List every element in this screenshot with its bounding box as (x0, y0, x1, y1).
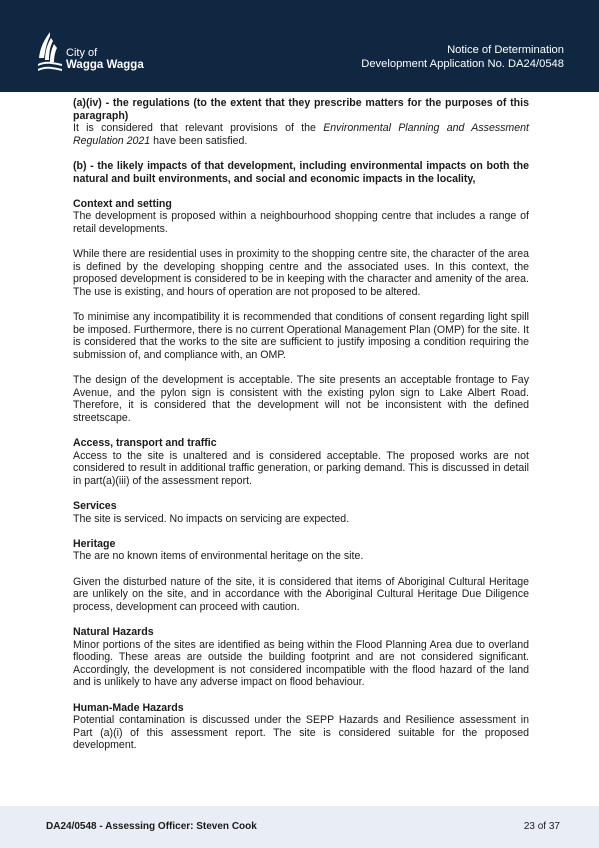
page-footer (0, 806, 599, 848)
paragraph-context-3: To minimise any incompatibility it is recommended that conditions of consent regarding light spill be imposed. Furthermore, there is no current Operational Management Plan (OMP) for the site. It is considered that the works to the site are sufficient to justify imposing a condition requiring the submission of, and compliance with, an OMP. (73, 311, 529, 361)
paragraph-services: The site is serviced. No impacts on servicing are expected. (73, 512, 350, 525)
subheading-context: Context and setting (73, 197, 172, 210)
logo-wordmark (66, 47, 144, 71)
text-span: It is considered that relevant provisions of the (73, 122, 324, 135)
subheading-natural-hazards: Natural Hazards (73, 625, 154, 638)
footer-officer: DA24/0548 - Assessing Officer: Steven Cook (46, 821, 257, 832)
paragraph-context-2: While there are residential uses in proximity to the shopping centre site, the character of the area is defined by the developing shopping centre and the associated uses. In this context, the proposed development is considered to be in keeping with the character and amenity of the area. The use is existing, and hours of operation are not proposed to be altered. (73, 248, 529, 298)
document-title-block (361, 43, 564, 71)
council-logo (36, 30, 156, 76)
paragraph-context-1: The development is proposed within a neighbourhood shopping centre that includes a range of retail developments. (73, 210, 529, 235)
logo-line-2: Wagga Wagga (66, 59, 144, 71)
subheading-access: Access, transport and traffic (73, 437, 217, 450)
logo-line-1: City of (66, 47, 98, 59)
paragraph-context-4: The design of the development is acceptable. The site presents an acceptable frontage to Fay Avenue, and the pylon sign is consistent with the existing pylon sign to Lake Albert Road. Therefore, it is considered that the development will not be inconsistent with the defined streetscape. (73, 374, 529, 424)
page-number: 23 of 37 (523, 821, 560, 832)
paragraph-heritage-2: Given the disturbed nature of the site, it is considered that items of Aboriginal Cultural Heritage are unlikely on the site, and in accordance with the Aboriginal Cultural Heritage Due Diligence process, development can proceed with caution. (73, 575, 529, 613)
paragraph-human-made-hazards: Potential contamination is discussed under the SEPP Hazards and Resilience assessment in Part (a)(i) of this assessment report. The site is considered suitable for the proposed development. (73, 714, 529, 752)
paragraph-access: Access to the site is unaltered and is considered acceptable. The proposed works are not considered to result in additional traffic generation, or parking demand. This is discussed in detail in part(a)(iii) of the assessment report. (73, 449, 529, 487)
paragraph-heritage-1: The are no known items of environmental heritage on the site. (73, 550, 364, 563)
text-span: have been satisfied. (150, 134, 248, 147)
application-number: Development Application No. DA24/0548 (361, 58, 564, 70)
page-header (0, 0, 599, 92)
subheading-human-made-hazards: Human-Made Hazards (73, 701, 184, 714)
document-body (73, 97, 529, 752)
section-heading-impacts: (b) - the likely impacts of that development, including environmental impacts on both the natural and built environments, and social and economic impacts in the locality, (73, 159, 529, 185)
subheading-services: Services (73, 500, 117, 512)
paragraph-regulations (73, 122, 529, 147)
subheading-heritage: Heritage (73, 537, 116, 550)
document-title: Notice of Determination (447, 44, 564, 56)
paragraph-natural-hazards: Minor portions of the sites are identified as being within the Flood Planning Area due to overland flooding. These areas are outside the building footprint and are not considered significant. Accordingly, the development is not considered incompatible with the flood hazard of the land and is unlikely to have any adverse impact on flood behaviour. (73, 638, 529, 689)
section-heading-regulations: (a)(iv) - the regulations (to the extent that they prescribe matters for the purposes of this paragraph) (73, 97, 529, 122)
wagga-logo-icon (36, 30, 64, 76)
regulation-title: Environmental Planning and Assessment Regulation 2021 (73, 122, 529, 147)
